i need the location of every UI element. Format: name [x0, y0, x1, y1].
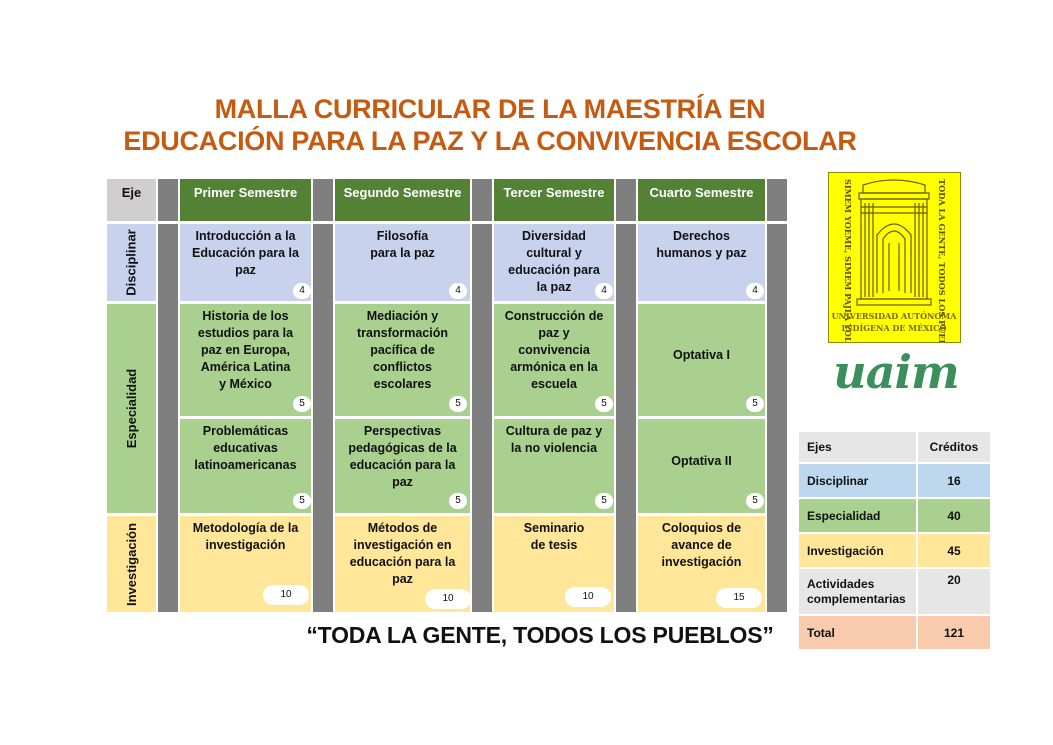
axis-investigacion [107, 516, 156, 612]
logo-motto-right: TODA LA GENTE, TODOS LOS PUEBLOS [937, 179, 947, 342]
logo-motto-left: SIMEM YOEME, SIMEM PAJLA YOLEMEM [843, 179, 853, 342]
separator [158, 179, 178, 221]
course-name: Historia de los estudios para la paz en Europa, América Latina y México [197, 309, 294, 391]
semester-header-4: Cuarto Semestre [638, 179, 765, 221]
credit-badge: 5 [746, 396, 764, 412]
course-name: Mediación y transformación pacífica de conflictos escolares [357, 309, 448, 391]
eje-credits: 45 [917, 533, 991, 568]
credit-badge: 4 [293, 283, 311, 299]
course-cell [638, 304, 765, 416]
eje-name: Investigación [798, 533, 917, 568]
credit-badge: 15 [716, 588, 762, 608]
axis-especialidad-label: Especialidad [124, 368, 140, 449]
separator [616, 179, 636, 221]
total-label: Total [798, 615, 917, 650]
axis-disciplinar-label: Disciplinar [124, 229, 139, 296]
uaim-wordmark: uaim [833, 345, 959, 399]
eje-credits: 20 [917, 568, 991, 615]
separator [158, 224, 178, 612]
course-name: Metodología de la investigación [192, 521, 299, 552]
logo-university-line-2: INDÍGENA DE MÉXICO [841, 323, 947, 333]
eje-name: Actividades complementarias [798, 568, 917, 615]
credit-badge: 4 [449, 283, 467, 299]
table-row [798, 463, 991, 498]
semester-header-1: Primer Semestre [180, 179, 311, 221]
credit-badge: 5 [449, 396, 467, 412]
eje-credits: 40 [917, 498, 991, 533]
credit-badge: 5 [293, 493, 311, 509]
credit-badge: 10 [263, 585, 309, 605]
course-name: Cultura de paz y la no violencia [505, 424, 603, 455]
eje-credits: 16 [917, 463, 991, 498]
credit-badge: 5 [595, 396, 613, 412]
slogan: “TODA LA GENTE, TODOS LOS PUEBLOS” [306, 622, 774, 648]
course-name: Derechos humanos y paz [656, 229, 747, 260]
credit-badge: 10 [565, 587, 611, 607]
course-name: Problemáticas educativas latinoamericanas [194, 424, 297, 472]
course-name: Construcción de paz y convivencia armónica en la escuela [504, 309, 604, 391]
credit-badge: 5 [293, 396, 311, 412]
eje-name: Especialidad [798, 498, 917, 533]
column-header-creditos: Créditos [917, 431, 991, 463]
table-header-row [798, 431, 991, 463]
credit-badge: 4 [595, 283, 613, 299]
credit-badge: 5 [449, 493, 467, 509]
logo-university-line-1: UNIVERSIDAD AUTÓNOMA [831, 311, 957, 321]
table-row [798, 533, 991, 568]
separator [767, 179, 787, 221]
building-emblem-icon [829, 173, 960, 342]
eje-header: Eje [107, 179, 156, 221]
axis-disciplinar [107, 224, 156, 301]
axis-especialidad [107, 304, 156, 513]
course-name: Seminario de tesis [523, 521, 585, 552]
course-name: Introducción a la Educación para la paz [192, 229, 299, 277]
course-cell [180, 419, 311, 513]
credits-summary-table [797, 430, 992, 651]
semester-header-2: Segundo Semestre [335, 179, 470, 221]
separator [616, 224, 636, 612]
separator [472, 224, 492, 612]
course-name: Diversidad cultural y educación para la paz [508, 229, 600, 294]
university-logo [828, 172, 961, 343]
eje-name: Disciplinar [798, 463, 917, 498]
table-row [798, 498, 991, 533]
semester-header-3: Tercer Semestre [494, 179, 614, 221]
course-name: Filosofía para la paz [370, 229, 435, 260]
course-cell [180, 304, 311, 416]
credit-badge: 4 [746, 283, 764, 299]
course-cell [180, 224, 311, 301]
separator [767, 224, 787, 612]
separator [313, 179, 333, 221]
credit-badge: 5 [746, 493, 764, 509]
page-title-line-1: MALLA CURRICULAR DE LA MAESTRÍA EN [214, 94, 766, 124]
separator [472, 179, 492, 221]
table-row [798, 568, 991, 615]
credit-badge: 10 [425, 589, 471, 609]
course-name: Perspectivas pedagógicas de la educación para la paz [348, 424, 457, 489]
separator [313, 224, 333, 612]
course-name: Optativa II [671, 453, 732, 468]
axis-investigacion-label: Investigación [124, 522, 140, 606]
course-name: Métodos de investigación en educación para la paz [349, 521, 456, 586]
course-name: Coloquios de avance de investigación [661, 521, 742, 569]
page-title-line-2: EDUCACIÓN PARA LA PAZ Y LA CONVIVENCIA ESCOLAR [123, 126, 857, 156]
column-header-ejes: Ejes [798, 431, 917, 463]
total-credits: 121 [917, 615, 991, 650]
course-name: Optativa I [673, 347, 730, 362]
credit-badge: 5 [595, 493, 613, 509]
